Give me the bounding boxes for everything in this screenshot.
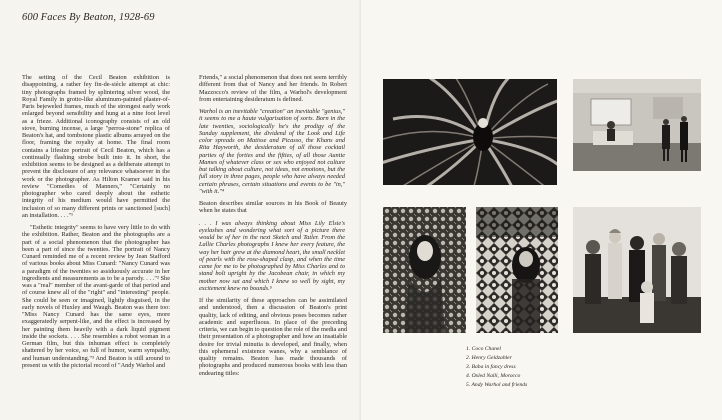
- text-column-2: [199, 74, 347, 377]
- caption: 3. Baba in fancy dress: [466, 364, 516, 371]
- running-head: 600 Faces By Beaton, 1928-69: [22, 12, 155, 23]
- caption: 5. Andy Warhol and friends: [466, 382, 528, 389]
- paragraph: The setting of the Cecil Beaton exhibition is disappointing, a rather fey fin-de-siècle attempt at chic: tiny photographs framed by splintering silver wood, the Royal Family in grotto-like aluminum-painted plaster-of-Paris bejeweled frames, much of the strongest early work enlarged beyond sensibility and hung at a nine foot level as a frieze. Additional iconography consists of an old stove, burning incense, a large "perroa-stone" replica of Beaton's hat, and tombstone plastic albums arrayed on the floor, framing the royalty at home. The final room contains a lifesize portrait of Cecil Beaton, which has a continually flashing strobe built into it. In short, the exhibition seems to be designed as a deliberate attempt to prevent the disclosure of any relevance whatsoever in the work or the photographer. As Hilton Kramer said in his review "Comedies of Manners," "Certainly no photographer who cared deeply about the esthetic integrity of his medium would have permitted the inclusion of so many different prints or sanctioned [such] an installation. . . ."¹: [22, 74, 170, 219]
- photo-henry-geldzahler: [573, 79, 701, 171]
- caption: 1. Coco Chanel: [466, 346, 501, 352]
- block-quote: Warhol is an inevitable "creation" an inevitable "genius," it seems to me a haute vulgarisation of sorts. Born in the late twenties, sociologically he's the prodigy of the Sunday supplement, the dividend of the Look and Life color spreads on Matisse and Picasso, the Khans and Rita Hayworth, the desideratum of all those cocktail parties of the forties and the fifties, of all those Auntie Mames of whatever class or sex who enjoyed not culture but talking about culture, not ideas, not emotions, but the full story in three pages, people who have always needed certain phrases, certain situations and events to be "in," "with it."⁴: [199, 108, 345, 195]
- caption: 4. Oxled Nalli, Morocco: [466, 373, 521, 380]
- photo-coco-chanel: [383, 79, 557, 185]
- photo-morocco: [476, 207, 558, 333]
- paragraph: If the similarity of these approaches can be assimilated and understood, then a discussion of Beaton's print quality, lack of editing, and obvious poses becomes rather academic and superfluous. In place of the preceding criteria, we can begin to question the role of the media and their presentation of a photographer and how an insatiable desire for trivial minutia is developed, and finally, when this ephemeral existence wanes, why a semblance of quality remains. Beaton has made thousands of photographs and produced numerous books with less than endearing titles:: [199, 297, 347, 377]
- paragraph: Beaton describes similar sources in his Book of Beauty when he states that: [199, 200, 347, 215]
- coco-chanel-image: [383, 79, 557, 185]
- photo-captions: [466, 345, 527, 390]
- warhol-friends-image: [573, 207, 701, 333]
- paragraph: Friends," a social phenomenon that does not seem terribly different from that of Nancy and her friends. In Robert Mazzocco's review of the film, a Warhol's development from entertaining desideratum is defined.: [199, 74, 347, 103]
- baba-fancy-dress-image: [383, 207, 466, 333]
- paragraph: "Esthetic integrity" seems to have very little to do with the exhibition. Rather, Beaton and the photographs are a part of a social phenomenon that the photographer has been a part of since the twenties. The portrait of Nancy Cunard reminded me of a recent review by Jean Stafford of various books about Miss Cunard: "Nancy Cunard was a paradigm of the twenties so assiduously accurate in her ingredients and measurements as to be a parody. . . ."² She was a "real" member of the avant-garde of that period and of course knew all of the "right" and "interesting" people. She could be seen or imagined, lightly disguised, in the early novels of Huxley and Waugh. Beaton was there too: "Miss Nancy Cunard has the same eyes, more exaggeratedly serpent-like, and the effect is increased by her painting them heavily with a dark liquid pigment inside the sockets. . . . She resembles a robot woman in a German film, but this inhuman effect is completely shattered by her voice, so full of humor, warm sympathy, and human understanding."³ And Beaton is still around to present us with the pictorial record of "Andy Warhol and: [22, 224, 170, 369]
- photo-warhol-friends: [573, 207, 701, 333]
- text-column-1: [22, 74, 170, 369]
- morocco-image: [476, 207, 558, 333]
- photo-baba-fancy-dress: [383, 207, 466, 333]
- caption: 2. Henry Geldzahler: [466, 355, 512, 362]
- henry-geldzahler-image: [573, 79, 701, 171]
- block-quote: . . . I was always thinking about Miss Lily Elsie's eyelashes and wondering what sort of a picture there would be of her in the next Sketch and Tatler. From the Lallie Charles photographs I knew her every feature, the way her hair grew at the diamond heart, the small necklet of pearls with the rose-shaped clasp, and when the time came for me to be photographed by Miss Charles and to stand bolt upright by the Jacobean chair, in which my mother now sat and which I knew so well by sight, my excitement knew no bounds.⁵: [199, 219, 345, 292]
